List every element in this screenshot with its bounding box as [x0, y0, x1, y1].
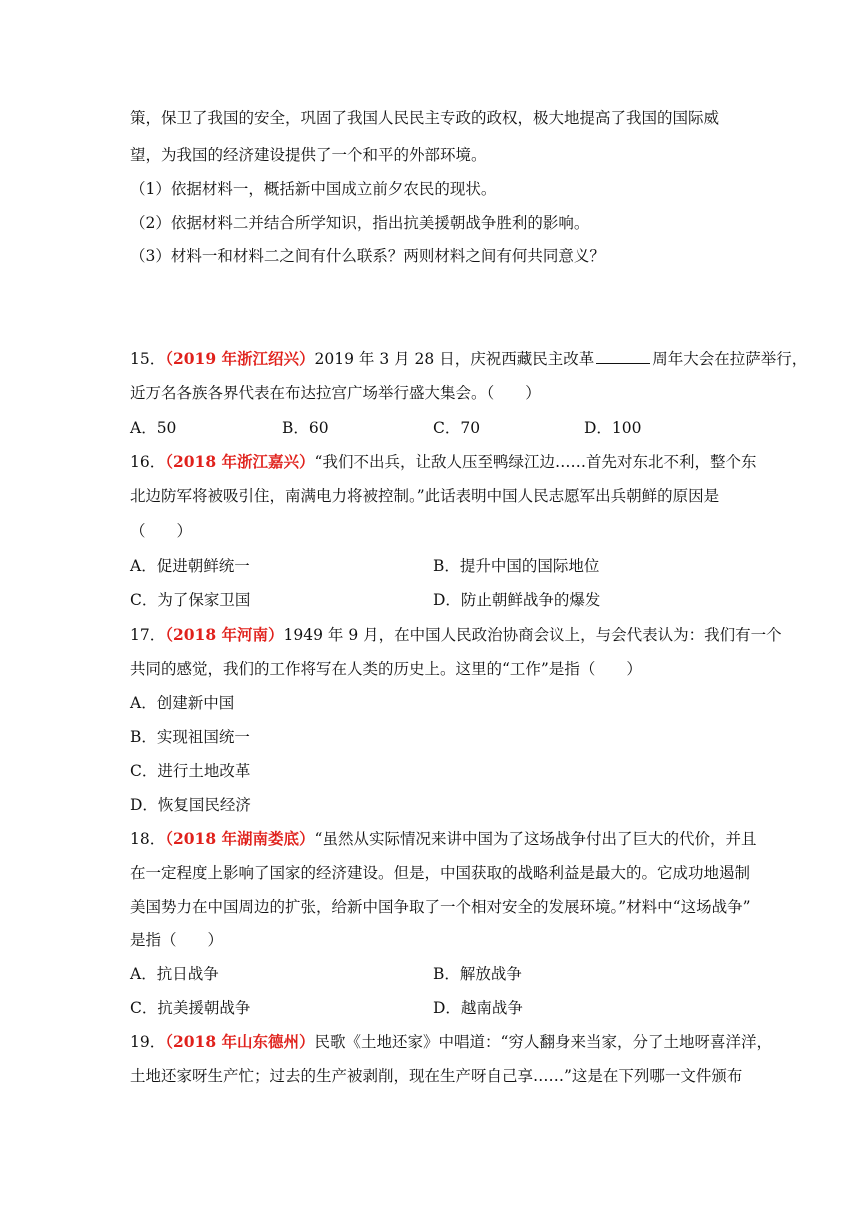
question-source: （2018 年湖南娄底） — [165, 829, 315, 848]
option-a[interactable]: A．抗日战争 — [130, 965, 219, 983]
question-18-line-4: 是指（ ） — [130, 931, 224, 949]
question-16-line-2: 北边防军将被吸引住，南满电力将被控制。”此话表明中国人民志愿军出兵朝鲜的原因是 — [130, 487, 720, 505]
option-d[interactable]: D．100 — [584, 419, 642, 437]
option-c[interactable]: C．为了保家卫国 — [130, 591, 251, 609]
option-a[interactable]: A．50 — [130, 419, 177, 437]
question-text: 2019 年 3 月 28 日，庆祝西藏民主改革 — [314, 350, 595, 368]
question-18-line-3: 美国势力在中国周边的扩张，给新中国争取了一个相对安全的发展环境。”材料中“这场战争” — [130, 898, 751, 916]
option-c[interactable]: C．70 — [433, 419, 481, 437]
question-text: 1949 年 9 月，在中国人民政治协商会议上，与会代表认为：我们有一个 — [283, 626, 782, 644]
question-source: （2019 年浙江绍兴） — [165, 349, 315, 368]
question-19 — [130, 1032, 772, 1052]
option-d[interactable]: D．恢复国民经济 — [130, 796, 251, 814]
option-a[interactable]: A．创建新中国 — [130, 694, 235, 712]
question-text: “我们不出兵，让敌人压至鸭绿江边……首先对东北不利，整个东 — [314, 453, 757, 471]
option-d[interactable]: D．防止朝鲜战争的爆发 — [433, 591, 601, 609]
subquestion-2: （2）依据材料二并结合所学知识，指出抗美援朝战争胜利的影响。 — [130, 214, 590, 232]
question-number: 15． — [130, 350, 166, 368]
question-source: （2018 年山东德州） — [165, 1032, 315, 1051]
option-d[interactable]: D．越南战争 — [433, 999, 523, 1017]
question-text: “虽然从实际情况来讲中国为了这场战争付出了巨大的代价，并且 — [314, 830, 757, 848]
option-c[interactable]: C．进行土地改革 — [130, 762, 251, 780]
question-18-line-2: 在一定程度上影响了国家的经济建设。但是，中国获取的战略利益是最大的。它成功地遏制 — [130, 864, 751, 882]
question-15-line-2: 近万名各族各界代表在布达拉宫广场举行盛大集会。（ ） — [130, 384, 541, 402]
option-c[interactable]: C．抗美援朝战争 — [130, 999, 251, 1017]
option-b[interactable]: B．60 — [282, 419, 329, 437]
question-number: 16． — [130, 453, 166, 471]
subquestion-1: （1）依据材料一，概括新中国成立前夕农民的现状。 — [130, 180, 497, 198]
question-source: （2018 年浙江嘉兴） — [165, 452, 315, 471]
question-17-line-2: 共同的感觉，我们的工作将写在人类的历史上。这里的“工作”是指（ ） — [130, 660, 642, 678]
option-a[interactable]: A．促进朝鲜统一 — [130, 557, 250, 575]
question-15 — [130, 349, 807, 369]
question-17 — [130, 625, 782, 645]
question-16-line-3: （ ） — [130, 522, 193, 540]
option-b[interactable]: B．实现祖国统一 — [130, 728, 250, 746]
question-18 — [130, 829, 756, 849]
subquestion-3: （3）材料一和材料二之间有什么联系？两则材料之间有何共同意义？ — [130, 247, 605, 265]
question-19-line-2: 土地还家呀生产忙；过去的生产被剥削，现在生产呀自己享……”这是在下列哪一文件颁布 — [130, 1067, 743, 1085]
intro-line-2: 望，为我国的经济建设提供了一个和平的外部环境。 — [130, 146, 487, 164]
question-number: 18． — [130, 830, 166, 848]
question-16 — [130, 452, 756, 472]
question-text-cont: 周年大会在拉萨举行， — [652, 350, 808, 368]
option-b[interactable]: B．提升中国的国际地位 — [433, 557, 600, 575]
intro-line-1: 策，保卫了我国的安全，巩固了我国人民民主专政的政权，极大地提高了我国的国际威 — [130, 109, 720, 127]
option-b[interactable]: B．解放战争 — [433, 965, 522, 983]
question-number: 19． — [130, 1033, 166, 1051]
question-number: 17． — [130, 626, 166, 644]
question-source: （2018 年河南） — [165, 625, 284, 644]
question-text: 民歌《土地还家》中唱道：“穷人翻身来当家，分了土地呀喜洋洋， — [314, 1033, 772, 1051]
answer-blank[interactable] — [596, 349, 650, 364]
